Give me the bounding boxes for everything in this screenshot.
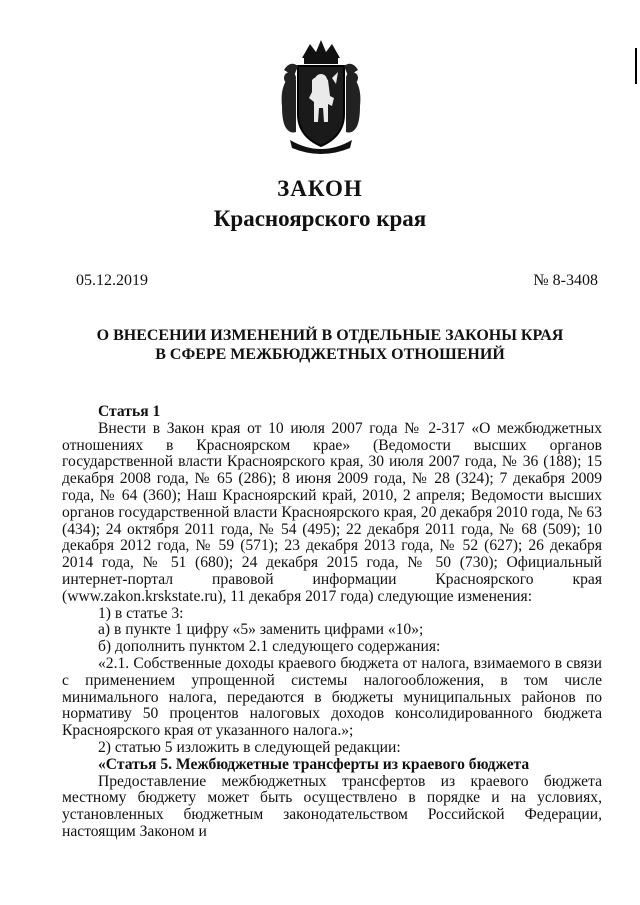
paragraph: а) в пункте 1 цифру «5» заменить цифрами «10»; bbox=[98, 621, 424, 639]
article-title: Статья 1 bbox=[98, 403, 161, 420]
paragraph: Предоставление межбюджетных трансфертов из краевого бюджета местному бюджету может быть осуществлено в порядке и на условиях, установленных бюджетным законодательством Российской Федерации, настоящим Законом и bbox=[62, 772, 602, 840]
scan-edge-mark bbox=[635, 48, 637, 84]
document-subtitle: Красноярского края bbox=[213, 206, 427, 231]
paragraph: «2.1. Собственные доходы краевого бюджета от налога, взимаемого в связи с применением упрощенной системы налогообложения, в том числе минимального налога, передаются в бюджеты муниципальных районов по нормативу 50 процентов налоговых доходов консолидированного бюджета Красноярского края от указанного налога.»; bbox=[62, 654, 602, 740]
coat-of-arms-icon bbox=[276, 36, 366, 158]
article-5-title: «Статья 5. Межбюджетные трансферты из краевого бюджета bbox=[98, 755, 530, 773]
law-heading bbox=[60, 326, 600, 364]
paragraph: Внести в Закон края от 10 июля 2007 года № 2-317 «О межбюджетных отношениях в Красноярском крае» (Ведомости высших органов государственной власти Красноярского края, 30 июля 2007 года, № 36 (188); 15 декабря 2008 года, № 65 (286); 8 июня 2009 года, № 28 (324); 7 декабря 2009 года, № 64 (360); Наш Красноярский край, 2010, 2 апреля; Ведомости высших органов государственной власти Красноярского края, 20 декабря 2010 года, № 63 (434); 24 октября 2011 года, № 54 (495); 22 декабря 2011 года, № 68 (509); 10 декабря 2012 года, № 59 (571); 23 декабря 2013 года, № 52 (627); 26 декабря 2014 года, № 51 (680); 24 декабря 2015 года, № 50 (730); Официальный интернет-портал правовой информации Красноярского края (www.zakon.krskstate.ru), 11 декабря 2017 года) следующие изменения: bbox=[62, 419, 602, 605]
law-heading-line2: В СФЕРЕ МЕЖБЮДЖЕТНЫХ ОТНОШЕНИЙ bbox=[155, 346, 505, 363]
document-title: ЗАКОН bbox=[277, 176, 363, 201]
paragraph: 2) статью 5 изложить в следующей редакции: bbox=[98, 738, 401, 756]
law-heading-line1: О ВНЕСЕНИИ ИЗМЕНЕНИЙ В ОТДЕЛЬНЫЕ ЗАКОНЫ КРАЯ bbox=[96, 327, 564, 344]
document-number: № 8-3408 bbox=[533, 272, 598, 289]
paragraph: б) дополнить пунктом 2.1 следующего содержания: bbox=[98, 638, 441, 656]
document-date: 05.12.2019 bbox=[76, 272, 148, 289]
document-body bbox=[62, 404, 602, 841]
paragraph: 1) в статье 3: bbox=[98, 604, 184, 622]
